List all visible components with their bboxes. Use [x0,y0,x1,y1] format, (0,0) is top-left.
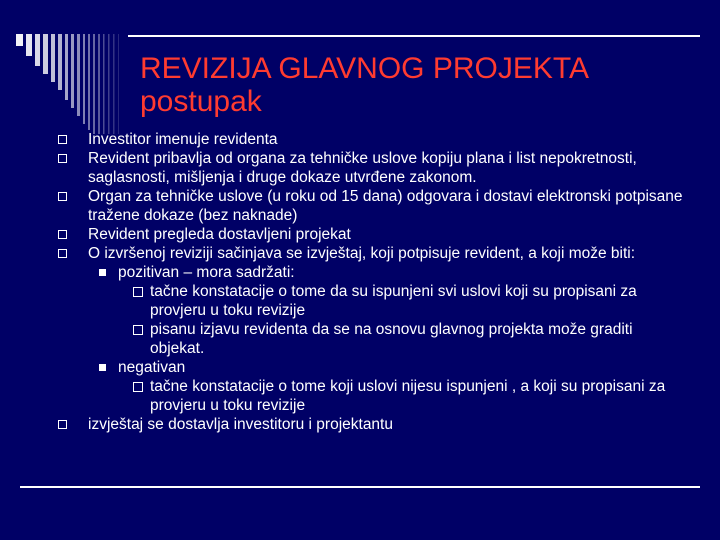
list-item-text: tačne konstatacije o tome koji uslovi nijesu ispunjeni , a koji su propisani za provjeru u toku revizije [150,378,666,414]
list-item-text: pisanu izjavu revidenta da se na osnovu glavnog projekta može graditi objekat. [150,321,633,357]
filled-square-icon [99,364,106,371]
square-bullet-icon [133,287,143,297]
list-item [0,225,720,244]
hollow-square-icon [58,420,67,429]
hollow-square-icon [58,192,67,201]
title-line-2: postupak [140,85,262,118]
bullet-list [0,130,720,434]
list-item-text: Revident pregleda dostavljeni projekat [88,226,351,243]
sub-sub-list-item [0,377,720,415]
hollow-square-icon [58,230,67,239]
list-item-text: Revident pribavlja od organa za tehničke uslove kopiju plana i list nepokretnosti, saglasnosti, mišljenja i druge dokaze utvrđene zakonom. [88,150,637,186]
list-item [0,130,720,149]
hollow-square-icon [58,249,67,258]
list-item [0,244,720,263]
list-item-text: pozitivan – mora sadržati: [118,264,295,281]
list-item-text: negativan [118,359,186,376]
list-item-text: Organ za tehničke uslove (u roku od 15 dana) odgovara i dostavi elektronski potpisane tražene dokaze (bez naknade) [88,188,683,224]
filled-square-icon [99,269,106,276]
title-line-1: REVIZIJA GLAVNOG PROJEKTA [140,52,589,85]
list-item [0,187,720,225]
sub-list-item [0,263,720,282]
slide-title [140,52,700,118]
hollow-square-icon [58,154,67,163]
list-item [0,415,720,434]
list-item [0,149,720,187]
decor-bars [16,34,119,134]
sub-list-item [0,358,720,377]
hollow-square-icon [58,135,67,144]
square-bullet-icon [133,382,143,392]
list-item-text: izvještaj se dostavlja investitoru i projektantu [88,416,393,433]
sub-sub-list-item [0,320,720,358]
sub-sub-list-item [0,282,720,320]
square-bullet-icon [133,325,143,335]
list-item-text: tačne konstatacije o tome da su ispunjeni svi uslovi koji su propisani za provjeru u toku revizije [150,283,637,319]
list-item-text: O izvršenoj reviziji sačinjava se izvještaj, koji potpisuje revident, a koji može biti: [88,245,636,262]
list-item-text: Investitor imenuje revidenta [88,131,278,148]
